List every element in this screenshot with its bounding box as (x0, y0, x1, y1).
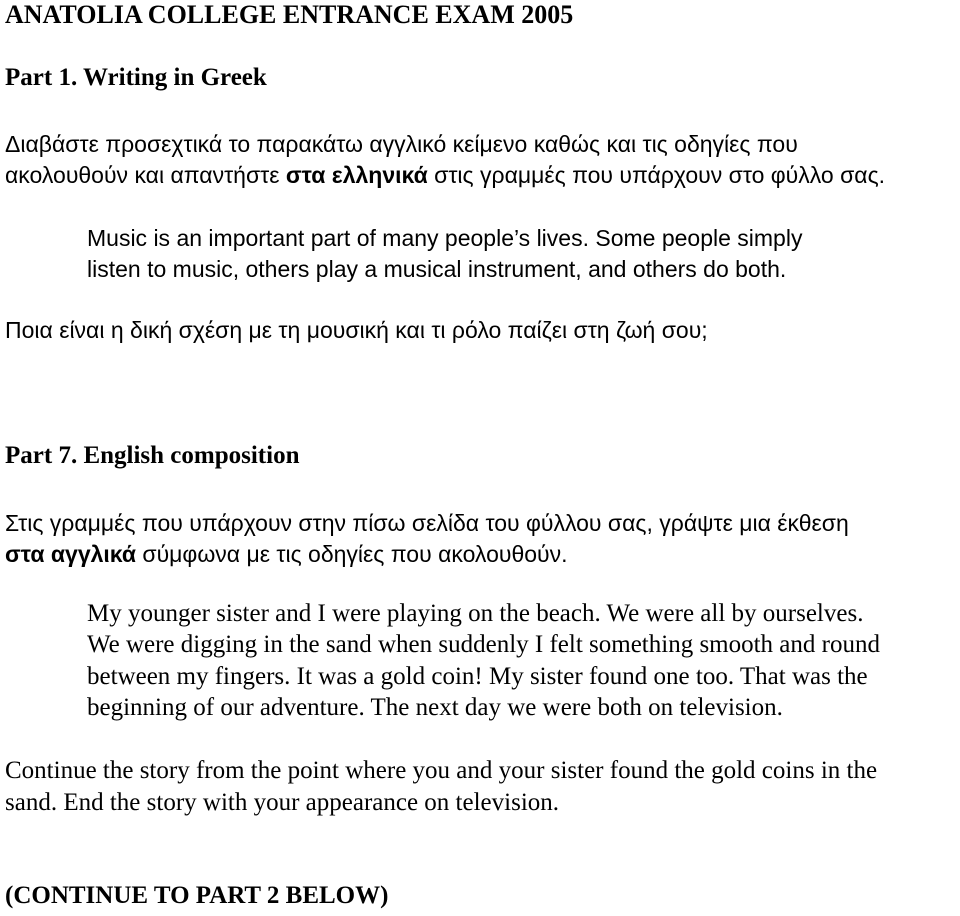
part1-prompt-line2: listen to music, others play a musical instrument, and others do both. (87, 256, 787, 282)
continue-note: (CONTINUE TO PART 2 BELOW) (5, 882, 389, 909)
part1-instructions-line2 (5, 160, 885, 190)
story-line1: My younger sister and I were playing on the beach. We were all by ourselves. (87, 600, 864, 627)
part7-instructions-text: σύμφωνα με τις οδηγίες που ακολουθούν. (136, 541, 568, 567)
part7-instructions-line2 (5, 539, 568, 569)
part7-heading: Part 7. English composition (5, 442, 300, 469)
story-line4: beginning of our adventure. The next day we were both on television. (87, 694, 783, 721)
part1-instructions-text-end: στις γραμμές που υπάρχουν στο φύλλο σας. (427, 162, 886, 188)
part1-heading: Part 1. Writing in Greek (5, 64, 267, 91)
part1-instructions-text: ακολουθούν και απαντήστε (5, 162, 286, 188)
part1-instructions-emphasis: στα ελληνικά (285, 162, 428, 188)
story-line3: between my fingers. It was a gold coin! My sister found one too. That was the (87, 663, 868, 690)
exam-title: ANATOLIA COLLEGE ENTRANCE EXAM 2005 (5, 0, 574, 29)
task-line2: sand. End the story with your appearance on television. (5, 789, 560, 816)
part1-instructions-line1: Διαβάστε προσεχτικά το παρακάτω αγγλικό κείμενο καθώς και τις οδηγίες που (5, 131, 798, 157)
part1-question: Ποια είναι η δική σχέση με τη μουσική και τι ρόλο παίζει στη ζωή σου; (5, 317, 708, 343)
part1-prompt-line1: Music is an important part of many people’s lives. Some people simply (87, 225, 803, 251)
story-line2: We were digging in the sand when suddenly I felt something smooth and round (87, 631, 880, 658)
part7-instructions-emphasis: στα αγγλικά (5, 541, 136, 567)
task-line1: Continue the story from the point where you and your sister found the gold coins in the (5, 757, 878, 784)
part7-instructions-line1: Στις γραμμές που υπάρχουν στην πίσω σελίδα του φύλλου σας, γράψτε μια έκθεση (5, 510, 849, 536)
